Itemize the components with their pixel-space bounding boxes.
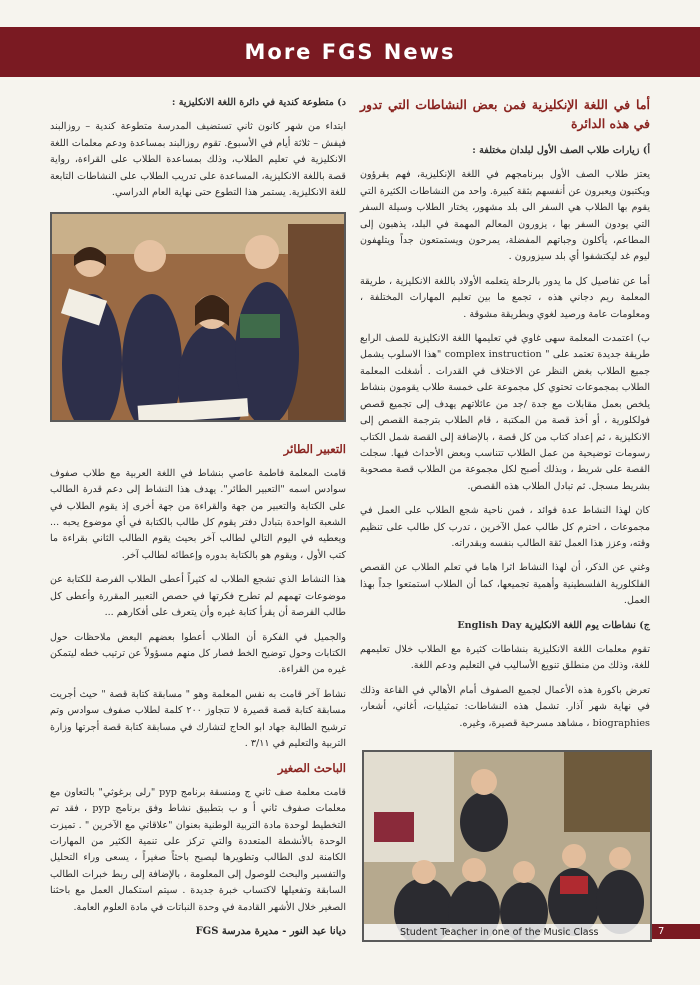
item-b-paragraph-1: ب) اعتمدت المعلمة سهى غاوي في تعليمها اللغة الانكليزية للصف الرابع طريقة جديدة تعتمد على " complex instruction "هذا الاسلوب يشمل جميع الطلاب بغض النظر عن الاختلاف في القدرات . أشغلت المعلمة الطلاب بمجموعات تحتوي كل مجموعة على خمسة طلاب يقومون بنشاط يلخص بعمل مقابلات مع جدة /جد من عائلاتهم يهدف إلى تجميع قصص فولكلورية ، أو أخذ قصة من المكتبة ، قام الطلاب بترجمة القصص إلى الانكليزية ، ثم إعداد كتاب من كل قصة ، بالإضافة إلى القصة شمل الكتاب رسومات توضيحية من عمل الطلاب تتناسب وبعض الأحداث فيها. سجلت القصة على شريط ، وبذلك أصبح لكل مجموعة من الطلاب قصة مصحوبة بشريط مسجل. ثم تبادل الطلاب هذه القصص. bbox=[360, 333, 651, 492]
page-number: 7 bbox=[652, 924, 700, 939]
item-a-label: أ) زيارات طلاب الصف الأول لبلدان مختلفة : bbox=[472, 145, 650, 156]
section-bahith-paragraph-1: قامت معلمة صف ثاني ج ومنسقة برنامج pyp "رلى برغوثي" بالتعاون مع معلمات صفوف ثاني أ و ب بتطبيق نشاط وفق برنامج pyp ، فقد تم التخطيط لوحدة مادة التربية الوطنية بعنوان "علاقاتي مع الآخرين " . تميزت الوحدة بالأنشطة المتعددة والتي تركز على تنمية الكثير من المهارات الكامنة لدى الطالب وتطويرها ليصبح باحثاً صغيراً ، يسعى وراء التحليل والتفسير والبحث للوصول إلى المعلومة ، بالإضافة إلى ربط خبرات الطالب السابقة وتفعيلها لاكتساب خبرة جديدة . سيتم استكمال العمل مع باحثنا الصغير خلال الأشهر القادمة في وحدة النباتات في مادة العلوم العامة. bbox=[50, 786, 346, 913]
section-bahith-title: الباحث الصغير bbox=[277, 761, 346, 776]
students-reading-illustration bbox=[52, 214, 344, 420]
main-title: أما في اللغة الإنكليزية فمن بعض النشاطات التي تدور في هذه الدائرة bbox=[360, 97, 650, 131]
item-c-paragraph-1: تقوم معلمات اللغة الانكليزية بنشاطات كثيرة مع الطلاب خلال تعليمهم للغة، وذلك من منطلق تنويع الأساليب في التعليم ودعم اللغة. bbox=[360, 643, 650, 672]
music-class-photo bbox=[362, 750, 652, 942]
item-b-paragraph-2: كان لهذا النشاط عدة فوائد ، فمن ناحية شجع الطلاب على العمل في مجموعات ، احترم كل طالب عمل الآخرين ، تدرب كل طالب على تنظيم وقته، وعزز هذا العمل ثقة الطالب بنفسه وبقدراته. bbox=[360, 505, 650, 549]
section-tayer-paragraph-3: والجميل في الفكرة أن الطلاب أعطوا بعضهم البعض ملاحظات حول الكتابات وحول توضيح الخط فصار كل منهم مسؤولاً عن ترتيب خطه ليتمكن غيره من القراءة. bbox=[50, 631, 346, 676]
item-a-paragraph-1: يعتز طلاب الصف الأول ببرنامجهم في اللغة الإنكليزية، فهم يقرؤون ويكتبون ويعبرون عن أنفسهم بثقة كبيرة. واحد من النشاطات الكثيرة التي يقوم بها الطلاب هي السفر الى بلد مشهور، يختار الطلاب وسيلة السفر التي يودون السفر بها ، يزورون المعالم المهمة في البلد، يذهبون إلى المطاعم، يأكلون وجباتهم المفضلة، يمرحون ويستمتعون جداً ويتلهفون ليوم غد ليكتشفوا أي بلد سيزورون . bbox=[360, 169, 650, 263]
item-a-paragraph-2: أما عن تفاصيل كل ما يدور بالرحلة يتعلمه الأولاد باللغة الانكليزية ، طريقة المعلمة ريم دجاني هذه ، تجمع ما بين تعليم المهارات المختلفة ، ومعلومات عامة ورصيد لغوي وبطريقة مشوقة . bbox=[360, 275, 650, 320]
section-tayer-paragraph-1: قامت المعلمة فاطمة عاصي بنشاط في اللغة العربية مع طلاب صفوف سوادس اسمه "التعبير الطائر". يهدف هذا النشاط إلى دعم قدرة الطالب على الكتابة والتعبير من جهة والقراءة من جهة أخرى إذ يقوم الطلاب في الشعبة الواحدة بتبادل دفتر يقوم كل طالب بالكتابة في أي موضوع يحبه ... ويعطيه في اليوم التالي لطالب آخر بحيث يقوم الطالب الثاني بقراءة ما كتب الأول ، ويقوم هو بالكتابة بدوره وإعطائه لطالب آخر. bbox=[50, 467, 346, 561]
item-b-paragraph-3: وغني عن الذكر، أن لهذا النشاط اثرا هاما في تعلم الطلاب عن القصص الفلكلورية الفلسطينية وأهمية تجميعها، كما أن الطلاب استمتعوا جداً بهذا العمل. bbox=[360, 562, 650, 607]
section-tayer-paragraph-4: نشاط آخر قامت به نفس المعلمة وهو " مسابقة كتابة قصة " حيث أجريت مسابقة كتابة قصة قصيرة لا تتجاوز ٢٠٠ كلمة لطلاب صفوف سوادس وتم ترشيح الطالبة جهاد ابو الحاج لتشارك في مسابقة كتابة قصة أجرتها وزارة التربية والتعليم في ٣/١١ . bbox=[50, 688, 347, 749]
right-column bbox=[360, 95, 650, 740]
item-d-label: د) متطوعة كندية في دائرة اللغة الانكليزية : bbox=[171, 97, 346, 108]
item-c-label: ج) نشاطات يوم اللغة الانكليزية English Day bbox=[457, 619, 650, 631]
author-signature: ديانا عبد النور - مديرة مدرسة FGS bbox=[195, 926, 346, 937]
item-d-paragraph-1: ابتداء من شهر كانون ثاني تستضيف المدرسة متطوعة كندية – روزالبند فيفش – ثلاثة أيام في الأسبوع. تقوم روزالبند بمساعدة ودعم معلمات اللغة الانكليزية في تعليم الطلاب، وذلك بمساعدة الطلاب على القراءة، رواية قصة باللغة الانكليزية، المساعدة على تدريب الطلاب على النشاطات التابعة للغة الانكليزية. يستمر هذا التطوع حتى نهاية العام الدراسي. bbox=[50, 121, 346, 199]
banner-title: More FGS News bbox=[244, 40, 456, 64]
item-c-paragraph-2: تعرض باكورة هذه الأعمال لجميع الصفوف أمام الأهالي في القاعة وذلك في نهاية شهر آذار. تشمل هذه النشاطات: تمثيليات، أغاني، أشعار، biographies ، مشاهد مسرحية قصيرة، وغيره. bbox=[360, 684, 650, 729]
students-reading-photo bbox=[50, 212, 346, 422]
photo-caption: Student Teacher in one of the Music Class bbox=[364, 924, 650, 940]
section-tayer-paragraph-2: هذا النشاط الذي تشجع الطلاب له كثيراً أعطى الطلاب الفرصة للكتابة عن موضوعات تهمهم لم تطرح فكرتها في حصص التعبير المقررة وأعطى كل طالب الفرصة أن يقرأ كتابة غيره وأن يتعرف على أفكارهم ... bbox=[50, 574, 346, 619]
header-banner bbox=[0, 27, 700, 77]
section-tayer-title: التعبير الطائر bbox=[283, 442, 346, 457]
music-class-illustration bbox=[364, 752, 650, 940]
